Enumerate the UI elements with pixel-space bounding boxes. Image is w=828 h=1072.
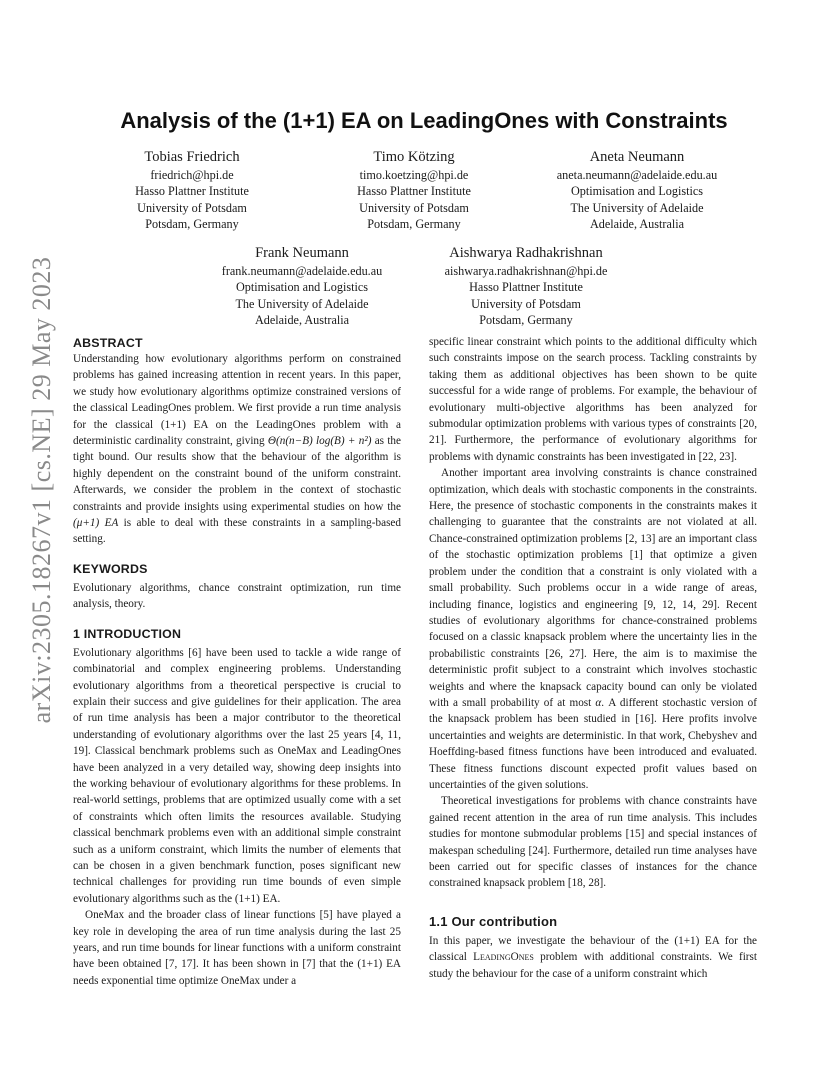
author-org: Optimisation and Logistics — [235, 280, 369, 295]
author-email[interactable]: frank.neumann@adelaide.edu.au — [221, 264, 383, 278]
mu-plus-one-ea: (μ+1) EA — [73, 517, 119, 530]
intro-paragraph: Evolutionary algorithms [6] have been used to tackle a wide range of combinatorial and complex engineering problems. Understanding evolutionary algorithms from a theoretical perspective is crucial to explain their success and give guidelines for their application. The area of run time analysis has been a major contributor to the theoretical understanding of evolutionary algorithms over the last 25 years [4, 11, 19]. Classical benchmark problems such as OneMax and LeadingOnes have been analyzed in a very detailed way, showing deep insights into the working behaviour of evolutionary algorithms for these problems. In real-world settings, problems that are optimized usually come with a set of constraints which often limits the resources available. Studying classical benchmark problems even with an additional simple constraint such as a uniform constraint, which limits the number of elements that can be chosen in a given benchmark function, poses significant new technical challenges for providing run time bounds of even simple evolutionary algorithms such as the (1+1) EA. — [73, 646, 401, 905]
body-paragraph: specific linear constraint which points to the additional difficulty which such constraints impose on the search process. Tackling constraints by taking them as additional objectives has been shown to be quite successful for a wide range of problems. For example, the behaviour of evolutionary multi-objective algorithms has been analyzed for submodular optimization problems with various types of constraints [20, 21]. Furthermore, the performance of evolutionary algorithms for problems with dynamic constraints has been investigated in [22, 23]. — [429, 336, 757, 463]
author-name: Aishwarya Radhakrishnan — [449, 245, 603, 261]
author-block — [314, 147, 514, 233]
author-email[interactable]: friedrich@hpi.de — [150, 168, 234, 182]
author-org: Hasso Plattner Institute — [135, 184, 249, 199]
keywords-text: Evolutionary algorithms, chance constraint optimization, run time analysis, theory. — [73, 581, 401, 611]
author-org: University of Potsdam — [137, 200, 247, 215]
author-email[interactable]: aneta.neumann@adelaide.edu.au — [556, 168, 718, 182]
body-paragraph: In this paper, we investigate the behaviour of the (1+1) EA for the classical LeadingOnes problem with additional constraints. We first study the behaviour for the case of a uniform constraint which — [429, 934, 757, 980]
author-location: Adelaide, Australia — [589, 217, 685, 232]
abstract-heading: ABSTRACT — [73, 336, 143, 350]
arxiv-margin-stamp — [22, 256, 62, 724]
author-location: Potsdam, Germany — [367, 217, 461, 232]
author-name: Frank Neumann — [255, 245, 349, 261]
author-email[interactable]: timo.koetzing@hpi.de — [359, 168, 469, 182]
keywords-heading: KEYWORDS — [73, 561, 148, 576]
leadingones-term: LeadingOnes — [473, 951, 534, 964]
paper-title: Analysis of the (1+1) EA on LeadingOnes with Constraints — [120, 108, 728, 133]
arxiv-identifier: arXiv:2305.18267v1 [cs.NE] 29 May 2023 — [27, 256, 56, 724]
intro-paragraph: OneMax and the broader class of linear functions [5] have played a key role in developing the area of run time analysis during the last 25 years, and run time bounds for linear functions with a uniform constraint have been obtained [7, 17]. It has been shown in [7] that the (1+1) EA needs exponential time optimize OneMax under a — [73, 909, 401, 987]
author-block — [522, 147, 752, 233]
author-block — [192, 243, 412, 329]
right-column — [429, 334, 757, 982]
author-block — [92, 147, 292, 233]
author-org: Optimisation and Logistics — [570, 184, 704, 199]
author-location: Potsdam, Germany — [479, 313, 573, 328]
author-location: Potsdam, Germany — [145, 217, 239, 232]
author-location: Adelaide, Australia — [254, 313, 350, 328]
complexity-formula: Θ(n(n−B) log(B) + n²) — [267, 435, 372, 448]
author-org: Hasso Plattner Institute — [469, 280, 583, 295]
author-org: Hasso Plattner Institute — [357, 184, 471, 199]
author-name: Aneta Neumann — [589, 149, 685, 165]
author-org: University of Potsdam — [471, 296, 581, 311]
alpha-symbol: α — [595, 696, 602, 709]
author-email[interactable]: aishwarya.radhakrishnan@hpi.de — [444, 264, 608, 278]
author-org: The University of Adelaide — [235, 296, 369, 311]
author-block — [414, 243, 638, 329]
body-paragraph: Another important area involving constraints is chance constrained optimization, which deals with stochastic components in the constraints. Here, the presence of stochastic components in the constraints makes it challenging to guarantee that the constraints are not violated at all. Chance-constrained optimization problems [2, 13] are an important class of the stochastic optimization problems [1] that optimize a given problem under the condition that a constraint is only violated with a small probability. Such problems occur in a wide range of areas, including finance, logistics and engineering [9, 12, 14, 29]. Recent studies of evolutionary algorithms for chance-constrained problems focused on a classic knapsack problem where the uncertainty lies in the probabilistic constraints [26, 27]. Here, the aim is to maximise the deterministic profit subject to a constraint which involves stochastic weights and where the knapsack capacity bound can only be violated with a small probability of at most α. A different stochastic version of the knapsack problem has been studied in [16]. Here profits involve uncertainties and weights are deterministic. In that work, Chebyshev and Hoeffding-based fitness functions have been introduced and evaluated. These fitness functions discount expected profit values based on uncertainties of the given solutions. — [429, 467, 758, 791]
left-column — [73, 335, 401, 989]
section-heading-introduction: 1 INTRODUCTION — [73, 626, 182, 641]
body-paragraph: Theoretical investigations for problems with chance constraints have gained recent attention in the area of run time analysis. This includes studies for montone submodular problems [15] and special instances of makespan scheduling [24]. Furthermore, detailed run time analyses have been carried out for specific classes of instances for the chance constrained knapsack problem [18, 28]. — [429, 795, 757, 890]
author-org: University of Potsdam — [359, 200, 469, 215]
author-name: Timo Kötzing — [373, 149, 455, 165]
abstract-text: Understanding how evolutionary algorithms perform on constrained problems has gained increasing attention in recent years. In this paper, we study how evolutionary algorithms optimize constrained versions of the classical LeadingOnes problem. We first provide a run time analysis for the classical (1+1) EA on the LeadingOnes problem with a deterministic cardinality constraint, giving Θ(n(n−B) log(B) + n²) as the tight bound. Our results show that the behaviour of the algorithm is highly dependent on the constraint bound of the uniform constraint. Afterwards, we consider the problem in the context of stochastic constraints and provide insights using experimental studies on how the (μ+1) EA is able to deal with these constraints in a sampling-based setting. — [73, 353, 401, 546]
author-org: The University of Adelaide — [570, 200, 704, 215]
author-name: Tobias Friedrich — [144, 149, 240, 165]
subsection-heading-contribution: 1.1 Our contribution — [429, 913, 558, 929]
